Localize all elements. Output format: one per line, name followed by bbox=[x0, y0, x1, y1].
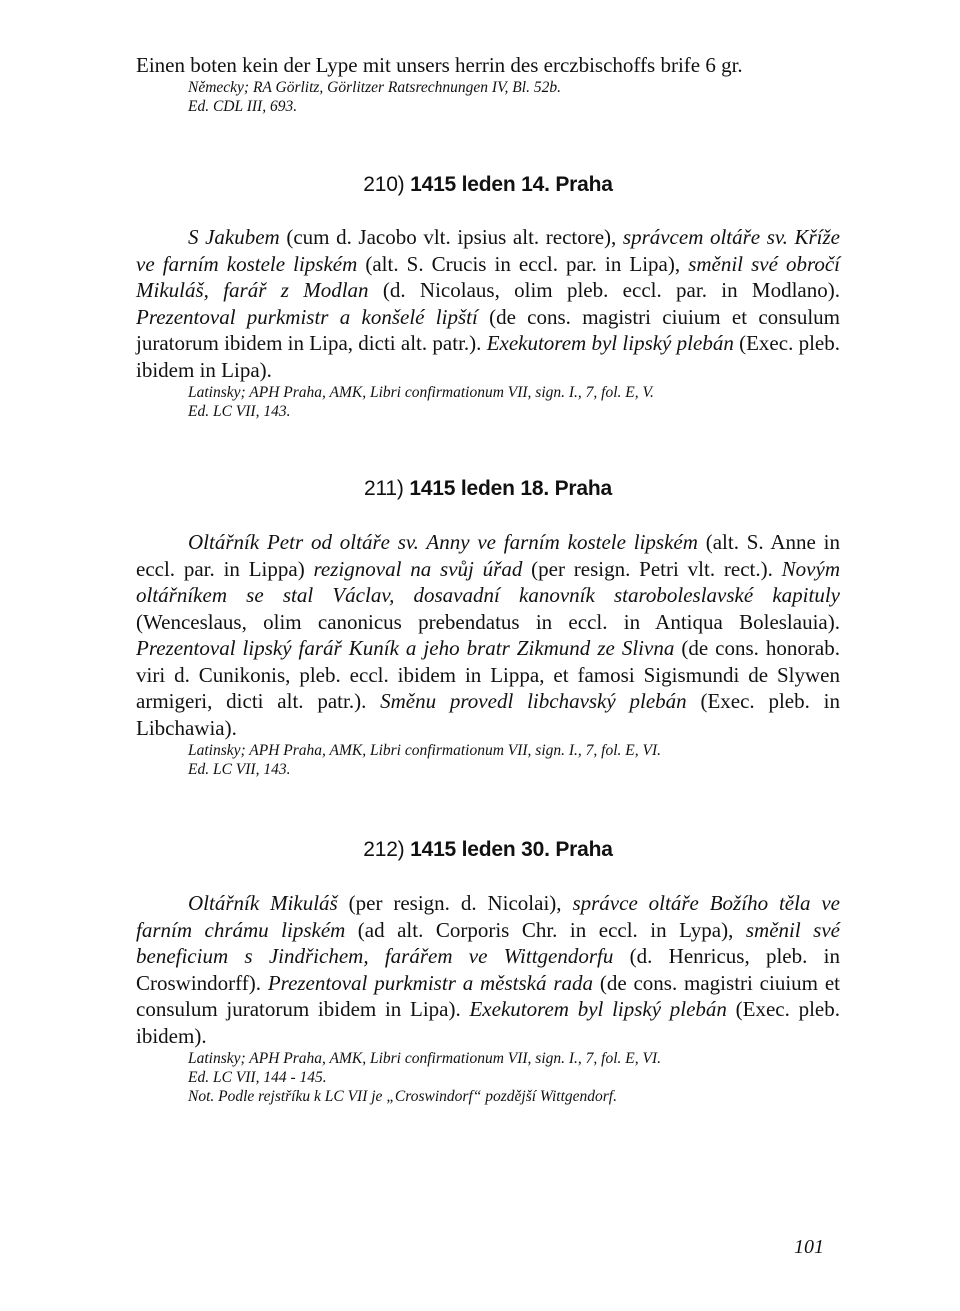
text-latin: (Exec. pleb. ibidem in Lipa). bbox=[136, 331, 840, 382]
entry-title: 1415 leden 30. Praha bbox=[410, 838, 613, 861]
text-czech-italic: Směnu provedl libchavský plebán bbox=[380, 689, 687, 713]
entry-source: Latinsky; APH Praha, AMK, Libri confirmationum VII, sign. I., 7, fol. E, VI. bbox=[188, 1050, 662, 1067]
text-czech-italic: Exekutorem byl lipský plebán bbox=[486, 331, 734, 355]
entry bbox=[136, 837, 840, 1106]
page-body bbox=[136, 52, 840, 1106]
text-latin: (alt. S. Anne in eccl. par. in Lippa) bbox=[136, 530, 840, 581]
text-czech-italic: Prezentoval purkmistr a městská rada bbox=[267, 970, 593, 995]
text-latin: (de cons. honorab. viri d. Cunikonis, pleb. eccl. ibidem in Lippa, et famosi Sigismundi de Slywen armigeri, dicti alt. patr.). bbox=[136, 636, 841, 713]
entry-source: Latinsky; APH Praha, AMK, Libri confirmationum VII, sign. I., 7, fol. E, VI. bbox=[188, 742, 662, 759]
entry-text bbox=[136, 224, 840, 383]
entry-source: Latinsky; APH Praha, AMK, Libri confirmationum VII, sign. I., 7, fol. E, V. bbox=[188, 384, 654, 401]
text-czech-italic: Oltářník Petr od oltáře sv. Anny ve farním kostele lipském bbox=[188, 530, 698, 554]
text-czech-italic: S Jakubem bbox=[188, 225, 280, 249]
top-line: Einen boten kein der Lype mit unsers herrin des erczbischoffs brife 6 gr. bbox=[136, 53, 743, 77]
entry-text bbox=[136, 529, 840, 741]
entry-edition: Ed. LC VII, 144 - 145. bbox=[188, 1069, 327, 1086]
top-edition: Ed. CDL III, 693. bbox=[188, 98, 298, 115]
text-czech-italic: Exekutorem byl lipský plebán bbox=[469, 997, 727, 1021]
text-latin: (de cons. magistri ciuium et consulum juratorum ibidem in Lipa, dicti alt. patr.). bbox=[136, 304, 840, 355]
text-latin: (Exec. pleb. ibidem). bbox=[136, 997, 840, 1048]
entry-title: 1415 leden 14. Praha bbox=[410, 173, 613, 196]
entry bbox=[136, 172, 840, 421]
text-czech-italic: Novým oltářníkem se stal Václav, dosavadní kanovník staroboleslavské kapituly bbox=[136, 556, 840, 607]
entry-number: 211) bbox=[364, 477, 404, 500]
text-latin: (ad alt. Corporis Chr. in eccl. in Lypa), bbox=[345, 917, 746, 942]
entry-title: 1415 leden 18. Praha bbox=[409, 477, 612, 500]
entry-text bbox=[136, 890, 840, 1049]
text-latin: (d. Henricus, pleb. in Croswindorff). bbox=[136, 944, 840, 995]
text-latin: (d. Nicolaus, olim pleb. eccl. par. in Modlano). bbox=[368, 278, 840, 302]
text-latin: (Exec. pleb. in Libchawia). bbox=[136, 689, 840, 740]
entry-number: 212) bbox=[363, 838, 405, 861]
entry-heading bbox=[136, 837, 840, 863]
page-number: 101 bbox=[794, 1236, 824, 1258]
text-latin: (alt. S. Crucis in eccl. par. in Lipa), bbox=[357, 251, 689, 276]
text-latin: (per resign. d. Nicolai), bbox=[337, 891, 573, 915]
text-czech-italic: správce oltáře Božího těla ve farním chrámu lipském bbox=[136, 891, 841, 942]
text-latin: (cum d. Jacobo vlt. ipsius alt. rectore), bbox=[279, 225, 623, 249]
entry-edition: Ed. LC VII, 143. bbox=[188, 761, 291, 778]
text-czech-italic: správcem oltáře sv. Kříže ve farním kostele lipském bbox=[136, 225, 840, 276]
text-czech-italic: Prezentoval purkmistr a konšelé lipští bbox=[136, 304, 478, 329]
text-czech-italic: směnil své beneficium s Jindřichem, farářem ve Wittgendorfu bbox=[136, 917, 840, 968]
text-latin: (de cons. magistri ciuium et consulum juratorum ibidem in Lipa). bbox=[136, 970, 840, 1021]
text-czech-italic: směnil své obročí Mikuláš, farář z Modlan bbox=[136, 251, 840, 302]
entry-number: 210) bbox=[363, 173, 405, 196]
entry bbox=[136, 476, 840, 779]
top-source: Německy; RA Görlitz, Görlitzer Ratsrechnungen IV, Bl. 52b. bbox=[188, 79, 561, 96]
text-czech-italic: Prezentoval lipský farář Kuník a jeho bratr Zikmund ze Slivna bbox=[136, 636, 675, 660]
text-latin: (per resign. Petri vlt. rect.). bbox=[522, 556, 782, 581]
entries-list bbox=[136, 172, 840, 1106]
text-czech-italic: rezignoval na svůj úřad bbox=[313, 556, 523, 581]
text-czech-italic: Oltářník Mikuláš bbox=[188, 891, 338, 915]
entry-heading bbox=[136, 172, 840, 198]
entry-heading bbox=[136, 476, 840, 502]
entry-edition: Ed. LC VII, 143. bbox=[188, 403, 291, 420]
entry-note: Not. Podle rejstříku k LC VII je „Croswindorf“ pozdější Wittgendorf. bbox=[188, 1088, 617, 1105]
text-latin: (Wenceslaus, olim canonicus prebendatus in eccl. in Antiqua Boleslauia). bbox=[136, 609, 840, 634]
